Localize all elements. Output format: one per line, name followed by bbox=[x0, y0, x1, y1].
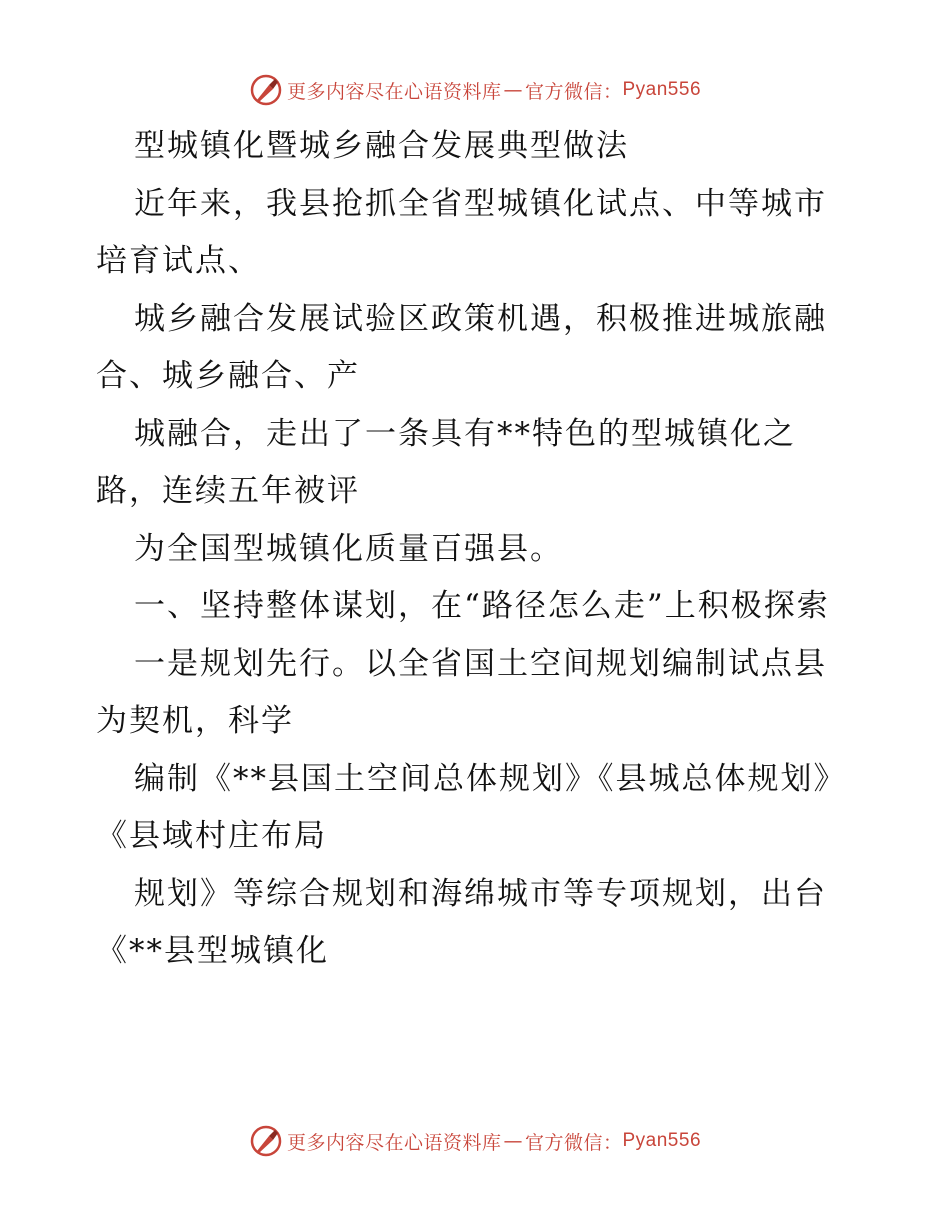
footer-watermark bbox=[0, 1121, 950, 1161]
paragraph: 为全国型城镇化质量百强县。 bbox=[134, 530, 563, 567]
section-heading: 一、坚持整体谋划，在“路径怎么走”上积极探索 bbox=[134, 588, 830, 624]
paragraph: 近年来，我县抢抓全省型城镇化试点、中等城市培育试点、 bbox=[96, 185, 827, 279]
watermark-wechat-id: Pyan556 bbox=[622, 79, 702, 100]
pen-nib-logo-icon bbox=[249, 1124, 283, 1158]
watermark-wechat-id: Pyan556 bbox=[622, 1130, 702, 1151]
paragraph-title: 型城镇化暨城乡融合发展典型做法 bbox=[134, 128, 629, 164]
document-body bbox=[96, 118, 856, 981]
watermark-separator: — bbox=[503, 79, 523, 101]
watermark-label: 官方微信： bbox=[524, 1131, 623, 1154]
paragraph: 一是规划先行。以全省国土空间规划编制试点县为契机，科学 bbox=[96, 645, 827, 739]
watermark-separator: — bbox=[503, 1130, 523, 1152]
watermark-label: 官方微信： bbox=[524, 80, 623, 103]
watermark-text: 更多内容尽在心语资料库 bbox=[286, 1131, 502, 1154]
paragraph: 规划》等综合规划和海绵城市等专项规划，出台《**县型城镇化 bbox=[96, 875, 827, 969]
watermark-text: 更多内容尽在心语资料库 bbox=[286, 80, 502, 103]
paragraph: 编制《**县国土空间总体规划》《县城总体规划》《县域村庄布局 bbox=[96, 760, 847, 854]
header-watermark bbox=[0, 70, 950, 110]
paragraph: 城融合，走出了一条具有**特色的型城镇化之路，连续五年被评 bbox=[96, 415, 796, 509]
pen-nib-logo-icon bbox=[249, 73, 283, 107]
paragraph: 城乡融合发展试验区政策机遇，积极推进城旅融合、城乡融合、产 bbox=[96, 300, 827, 394]
